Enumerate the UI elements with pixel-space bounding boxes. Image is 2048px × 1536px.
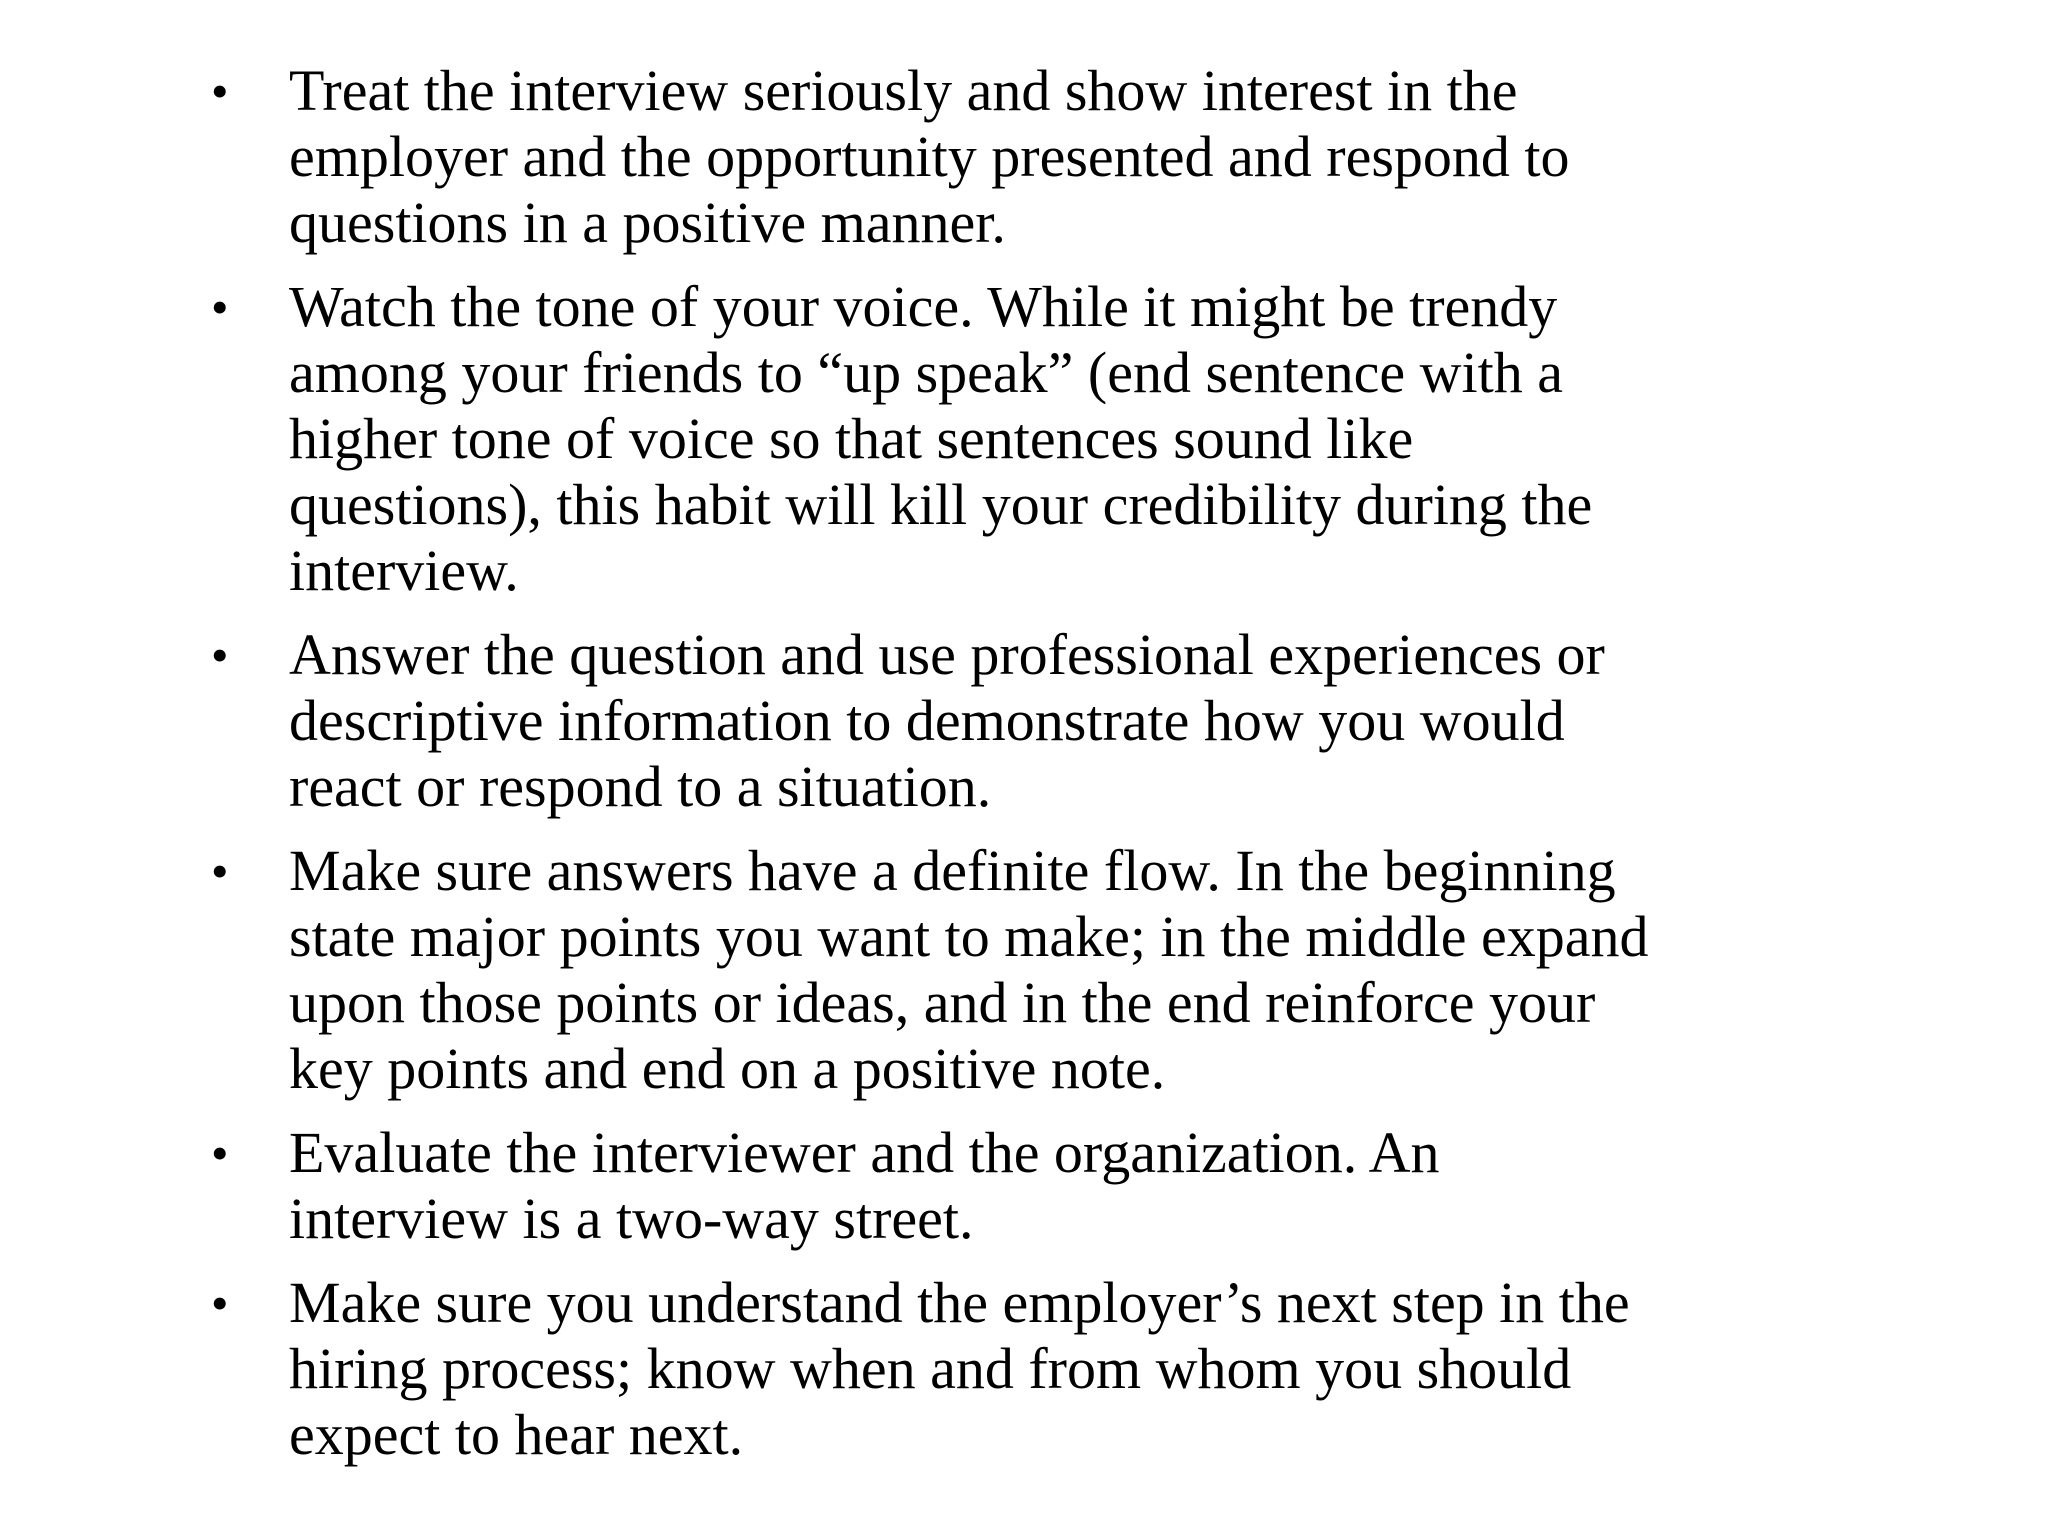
bullet-item — [205, 838, 1925, 1102]
bullet-item — [205, 274, 1925, 604]
bullet-dot-icon: • — [211, 279, 229, 335]
bullet-dot-icon: • — [211, 63, 229, 119]
bullet-list — [205, 58, 1925, 1486]
bullet-text-line: react or respond to a situation. — [289, 754, 992, 819]
bullet-text-line: descriptive information to demonstrate how you would — [289, 688, 1565, 753]
bullet-text-line: Watch the tone of your voice. While it might be trendy — [289, 274, 1558, 339]
bullet-item — [205, 1120, 1925, 1252]
bullet-dot-icon: • — [211, 627, 229, 683]
bullet-text-line: among your friends to “up speak” (end sentence with a — [289, 340, 1563, 405]
bullet-text-line: Answer the question and use professional experiences or — [289, 622, 1605, 687]
bullet-text-line: expect to hear next. — [289, 1402, 744, 1467]
bullet-text-line: interview. — [289, 538, 519, 603]
bullet-text-line: higher tone of voice so that sentences sound like — [289, 406, 1414, 471]
bullet-text-line: Make sure you understand the employer’s next step in the — [289, 1270, 1630, 1335]
bullet-item — [205, 58, 1925, 256]
bullet-text-line: questions in a positive manner. — [289, 190, 1006, 255]
bullet-text-line: Evaluate the interviewer and the organization. An — [289, 1120, 1440, 1185]
bullet-dot-icon: • — [211, 1125, 229, 1181]
bullet-text-line: state major points you want to make; in the middle expand — [289, 904, 1649, 969]
bullet-text-line: Treat the interview seriously and show interest in the — [289, 58, 1518, 123]
bullet-text-line: key points and end on a positive note. — [289, 1036, 1166, 1101]
bullet-item — [205, 1270, 1925, 1468]
bullet-text-line: hiring process; know when and from whom you should — [289, 1336, 1572, 1401]
bullet-text-line: interview is a two-way street. — [289, 1186, 974, 1251]
bullet-item — [205, 622, 1925, 820]
bullet-text-line: upon those points or ideas, and in the end reinforce your — [289, 970, 1596, 1035]
bullet-text-line: questions), this habit will kill your credibility during the — [289, 472, 1593, 537]
bullet-text-line: Make sure answers have a definite flow. In the beginning — [289, 838, 1616, 903]
bullet-dot-icon: • — [211, 843, 229, 899]
bullet-dot-icon: • — [211, 1275, 229, 1331]
bullet-text-line: employer and the opportunity presented and respond to — [289, 124, 1570, 189]
